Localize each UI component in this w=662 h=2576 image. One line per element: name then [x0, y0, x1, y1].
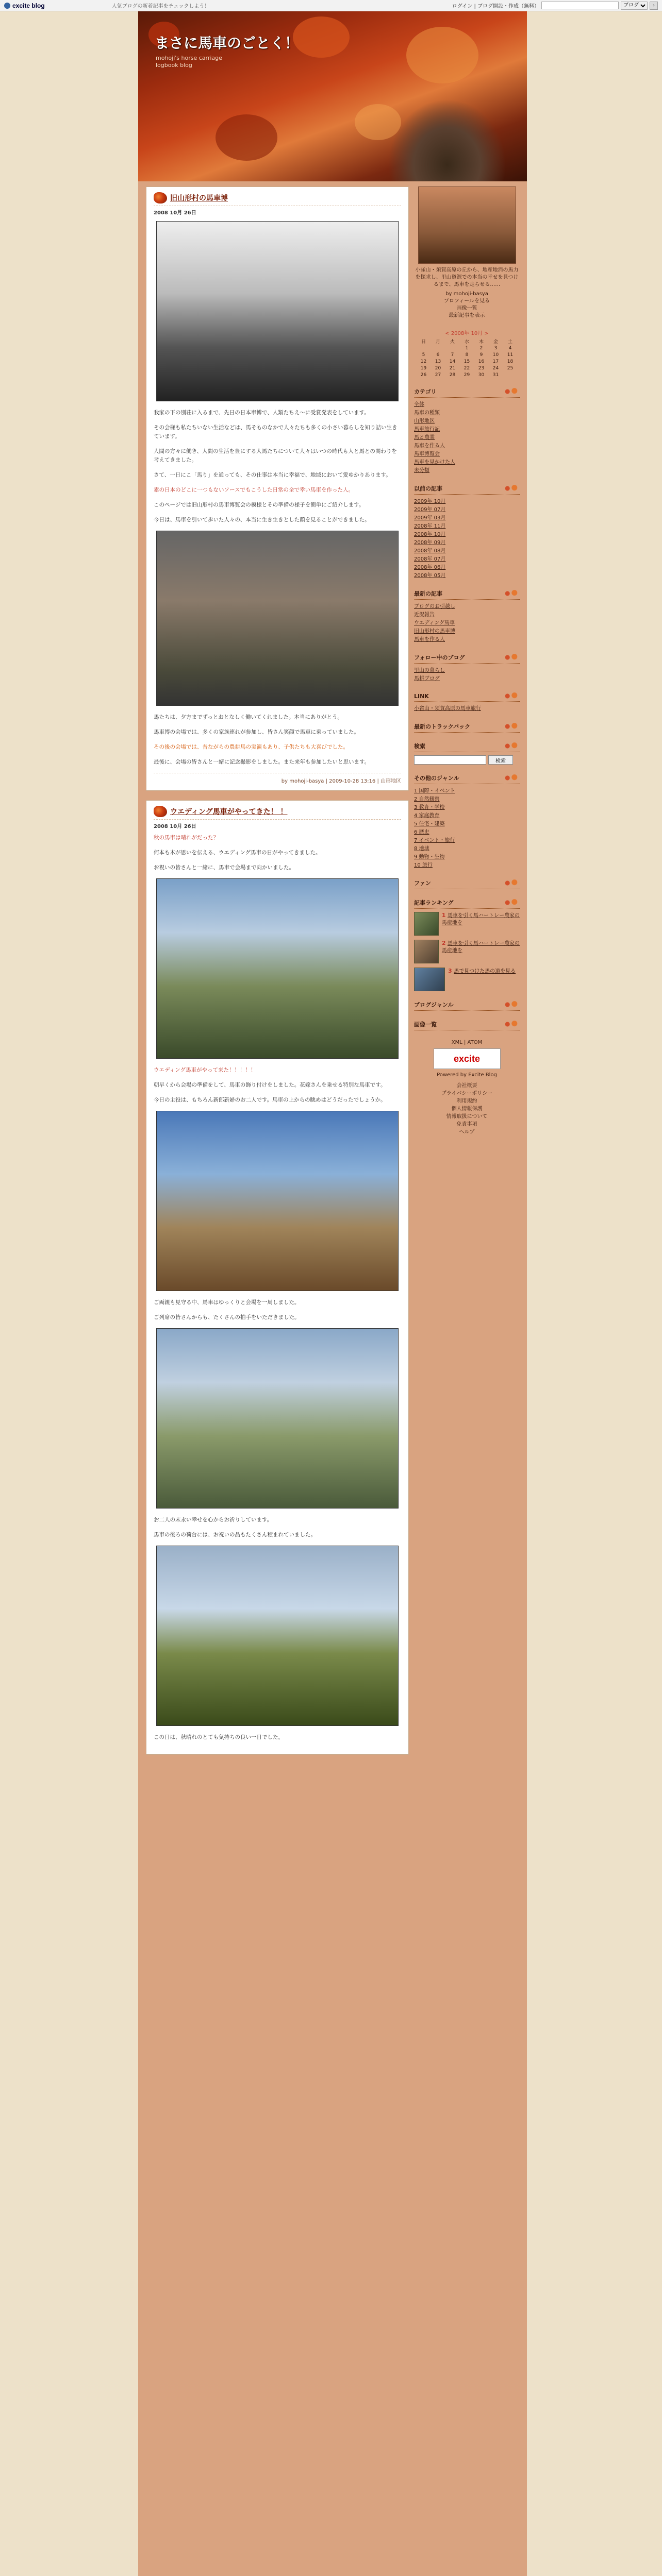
post-paragraph: 馬車の後ろの荷台には、お祝いの品もたくさん積まれていました。 [154, 1532, 316, 1538]
calendar-day[interactable]: 27 [435, 372, 441, 378]
category-item[interactable] [414, 442, 520, 450]
section-title: その他のジャンル [414, 775, 459, 782]
post-title-row [154, 806, 401, 820]
section-title: フォロー中のブログ [414, 654, 465, 661]
leaf-deco-icon [502, 590, 520, 597]
genre-item[interactable] [414, 795, 520, 804]
genre-link[interactable]: 6 歴史 [414, 829, 429, 835]
header-banner [138, 11, 527, 181]
calendar-weekday: 日 [421, 340, 426, 345]
powered-by[interactable]: Powered by Excite Blog [437, 1072, 497, 1078]
genre-item[interactable] [414, 804, 520, 812]
trackback-box [414, 722, 520, 733]
links-box [414, 692, 520, 713]
calendar-day[interactable]: 6 [436, 352, 440, 358]
genre-link[interactable]: 5 住宅・建築 [414, 821, 445, 827]
post-paragraph: この日は、秋晴れのとても気持ちの良い一日でした。 [154, 1734, 284, 1740]
footer-link[interactable]: 免責事項 [456, 1122, 477, 1127]
profile-box [414, 187, 520, 319]
post-paragraph: 朝早くから会場の準備をして、馬車の飾り付けをしました。花嫁さんを乗せる特別な馬車です。 [154, 1082, 386, 1088]
post [146, 187, 409, 791]
calendar-day[interactable]: 24 [492, 365, 499, 371]
calendar-day[interactable]: 22 [464, 365, 470, 371]
search-box [414, 742, 520, 765]
calendar-weekday: 木 [478, 340, 484, 345]
archive-link[interactable]: 2008年 06月 [414, 565, 446, 570]
section-title: 検索 [414, 743, 425, 750]
genres-box [414, 774, 520, 870]
profile-text: 小雀山・須賀高原の丘から、地産地消の馬力を探求し、里山資源での本当の幸せを見つけるまで、馬車を走らせる…… [415, 267, 519, 287]
image-list-box [414, 1020, 520, 1030]
blog-subtitle: mohoji's horse carriage logbook blog [156, 55, 222, 69]
calendar-day[interactable]: 12 [420, 359, 427, 364]
post-paragraph: 馬車博の会場では、多くの家族連れが参加し、皆さん笑顔で馬車に乗っていました。 [154, 729, 359, 735]
post-paragraph: 今日の主役は、もちろん新郎新婦のお二人です。馬車の上からの眺めはどうだったでしょうか。 [154, 1097, 386, 1103]
maple-leaf-icon [154, 806, 167, 817]
post-paragraph: 我家の下の別荘に入るまで、先日の日本車博で、人類たちえ～に受賞発表をしています。 [154, 410, 370, 416]
footer-link[interactable]: 利用規約 [456, 1098, 477, 1104]
profile-photo [418, 187, 516, 264]
post-paragraph: 最後に、会場の皆さんと一緒に記念撮影をしました。また来年も参加したいと思います。 [154, 759, 370, 765]
genre-item[interactable] [414, 820, 520, 828]
archive-link[interactable]: 2009年 07月 [414, 507, 446, 513]
category-item[interactable] [414, 417, 520, 426]
category-link[interactable]: 山形地区 [414, 418, 435, 424]
category-link[interactable]: 馬と農業 [414, 435, 435, 440]
genre-item[interactable] [414, 853, 520, 861]
ranking-number: 2 [441, 940, 446, 946]
calendar-day[interactable]: 30 [478, 372, 485, 378]
calendar-day[interactable]: 10 [492, 352, 499, 358]
leaf-deco-icon [502, 1021, 520, 1028]
archive-link[interactable]: 2008年 11月 [414, 523, 446, 529]
genre-link[interactable]: 1 国際・イベント [414, 788, 455, 794]
calendar-box [414, 329, 520, 378]
calendar-day[interactable]: 4 [508, 345, 512, 351]
photo-pony [156, 531, 399, 706]
genre-link[interactable]: 2 自然観察 [414, 796, 440, 802]
calendar-day[interactable]: 2 [479, 345, 483, 351]
post-footer[interactable]: by mohoji-basya | 2009-10-28 13:16 | 山形地区 [154, 773, 401, 784]
post-paragraph: 今日は、馬車を引いて歩いた人々の、本当に生き生きとした顔を見ることができました。 [154, 517, 370, 523]
footer-link[interactable]: ヘルプ [459, 1129, 475, 1135]
ranking-title[interactable]: 馬車を引く馬ハートレー農家の馬産地を [441, 941, 520, 954]
post-paragraph: 何本も木が思いを伝える、ウエディング馬車の日がやってきました。 [154, 850, 321, 856]
post-paragraph: 秋の馬車は晴れがだった？ [154, 835, 219, 841]
section-title: カテゴリ [414, 388, 437, 395]
post-paragraph: ご両親も見守る中、馬車はゆっくりと会場を一周しました。 [154, 1299, 300, 1306]
post-date: 2008 10月 26日 [154, 210, 196, 216]
genre-item[interactable] [414, 828, 520, 837]
post-paragraph: その会様も私たちいない生活などは、馬そものなかで人々たちも多くの小さい暮らしを知り詰い生きています。 [154, 425, 398, 439]
archive-link[interactable]: 2008年 10月 [414, 532, 446, 537]
post-paragraph: ご列席の皆さんからも、たくさんの拍手をいただきました。 [154, 1314, 300, 1320]
main-column [146, 187, 409, 1764]
leaf-deco-icon [502, 654, 520, 661]
profile-link[interactable]: 画像一覧 [456, 306, 477, 311]
archive-item[interactable] [414, 514, 520, 522]
post-paragraph: お二人の末永い幸せを心からお祈りしています。 [154, 1517, 273, 1523]
post [146, 800, 409, 1755]
archive-link[interactable]: 2009年 10月 [414, 499, 446, 504]
follow-link[interactable]: 馬耕ブログ [414, 676, 440, 682]
profile-author[interactable]: by mohoji-basya [445, 291, 488, 297]
section-title: ファン [414, 880, 431, 887]
category-item[interactable] [414, 450, 520, 459]
calendar-weekday: 金 [493, 340, 498, 345]
archive-link[interactable]: 2009年 03月 [414, 515, 446, 521]
calendar-day[interactable]: 3 [494, 345, 498, 351]
post-paragraph: さて、一日にこ「馬り」を通っても、その仕事は本当に幸福で、地域において愛ゆかりあります。 [154, 472, 391, 478]
genre-link[interactable]: 10 旅行 [414, 862, 433, 868]
calendar-weekday: 水 [464, 340, 469, 345]
calendar-day[interactable] [417, 345, 431, 351]
calendar-day[interactable]: 5 [422, 352, 425, 358]
follow-link[interactable]: 里山の暮らし [414, 668, 445, 673]
archive-item[interactable] [414, 547, 520, 555]
archive-item[interactable] [414, 555, 520, 564]
recent-link[interactable]: ウエディング馬車 [414, 620, 455, 626]
recent-link[interactable]: 近況報告 [414, 612, 435, 618]
category-link[interactable]: 全体 [414, 402, 424, 408]
top-tagline[interactable]: 人気ブログの新着記事をチェックしよう！ [111, 4, 210, 9]
profile-link[interactable]: 最新記事を表示 [449, 313, 485, 318]
calendar-day[interactable]: 29 [464, 372, 470, 378]
photo-wedding-carriage [156, 1111, 399, 1291]
blog-search-input[interactable] [414, 755, 486, 765]
photo-field [156, 878, 399, 1059]
banner-horse-image [388, 99, 506, 181]
archive-item[interactable] [414, 539, 520, 547]
sidebar [414, 187, 520, 1144]
archives-box [414, 484, 520, 580]
category-item[interactable] [414, 467, 520, 475]
calendar-day[interactable] [445, 345, 460, 351]
ranking-title[interactable]: 馬で見つけた馬の道を見る [454, 969, 516, 974]
section-title: 最新の記事 [414, 590, 442, 597]
follow-box [414, 653, 520, 683]
leaf-deco-icon [502, 879, 520, 887]
calendar-day[interactable] [431, 345, 445, 351]
calendar-day[interactable]: 19 [420, 365, 427, 371]
genre-link[interactable]: 9 動物・生物 [414, 854, 445, 860]
calendar-day[interactable]: 1 [465, 345, 469, 351]
recent-item[interactable] [414, 611, 520, 619]
genre-item[interactable] [414, 861, 520, 870]
ranking-box [414, 899, 520, 991]
ranking-thumbnail[interactable] [414, 968, 445, 991]
leaf-deco-icon [502, 485, 520, 492]
recent-item[interactable] [414, 619, 520, 628]
maple-leaf-icon [154, 192, 167, 204]
archive-link[interactable]: 2008年 05月 [414, 573, 446, 579]
leaf-decoration [406, 27, 478, 83]
genre-item[interactable] [414, 812, 520, 820]
blog-title[interactable]: まさに馬車のごとく！ [155, 35, 300, 52]
calendar-day[interactable]: 7 [451, 352, 454, 358]
excite-logo[interactable] [4, 2, 45, 9]
calendar-day[interactable]: 26 [420, 372, 427, 378]
archive-item[interactable] [414, 564, 520, 572]
calendar-day[interactable]: 21 [449, 365, 456, 371]
category-item[interactable] [414, 434, 520, 442]
post-paragraph: お祝いの皆さんと一緒に、馬車で会場まで向かいました。 [154, 865, 294, 871]
category-link[interactable]: 馬車の種類 [414, 410, 440, 416]
leaf-deco-icon [502, 742, 520, 750]
recent-box [414, 589, 520, 644]
section-title: LINK [414, 692, 429, 700]
recent-link[interactable]: ブログのお引越し [414, 604, 455, 609]
archive-link[interactable]: 2008年 07月 [414, 556, 446, 562]
calendar-weekday: 月 [435, 340, 440, 345]
calendar-day[interactable]: 11 [507, 352, 514, 358]
post-paragraph: 馬たちは、夕方までずっとおとなしく働いてくれました。本当にありがとう。 [154, 714, 343, 720]
post-paragraph: このページでは旧山形村の馬車博覧会の模様とその準備の様子を簡単にご紹介します。 [154, 502, 365, 508]
search-scope-select[interactable] [621, 2, 648, 10]
ranking-thumbnail[interactable] [414, 940, 439, 963]
category-link[interactable]: 馬車旅行記 [414, 427, 440, 432]
calendar-day[interactable]: 18 [507, 359, 514, 364]
leaf-deco-icon [502, 774, 520, 782]
genre-item[interactable] [414, 787, 520, 795]
archive-link[interactable]: 2008年 08月 [414, 548, 446, 554]
recent-link[interactable]: 旧山形村の馬車博 [414, 629, 455, 634]
page-frame [138, 11, 527, 2576]
archive-item[interactable] [414, 572, 520, 580]
genre-link[interactable]: 8 地域 [414, 846, 429, 852]
calendar-day[interactable]: 25 [507, 365, 514, 371]
section-title: ブログジャンル [414, 1002, 454, 1008]
excite-badge-icon[interactable]: excite [434, 1048, 501, 1069]
calendar [417, 338, 518, 378]
profile-link[interactable]: プロフィールを見る [444, 298, 490, 304]
category-item[interactable] [414, 409, 520, 417]
footer-link[interactable]: 会社概要 [456, 1083, 477, 1089]
leaf-deco-icon [502, 1001, 520, 1008]
ranking-title[interactable]: 馬車を引く馬ハートレー農家の馬産地を [441, 913, 520, 926]
section-title: 記事ランキング [414, 900, 454, 906]
category-link[interactable]: 馬車を作る人 [414, 443, 445, 449]
category-item[interactable] [414, 426, 520, 434]
category-link[interactable]: 未分類 [414, 468, 429, 473]
recent-link[interactable]: 馬車を作る人 [414, 637, 445, 642]
calendar-day[interactable]: 20 [435, 365, 441, 371]
calendar-day[interactable]: 15 [464, 359, 470, 364]
genre-item[interactable] [414, 837, 520, 845]
xml-atom-link[interactable]: XML | ATOM [451, 1040, 483, 1045]
leaf-deco-icon [502, 723, 520, 730]
calendar-day[interactable]: 9 [479, 352, 483, 358]
calendar-day[interactable]: 28 [449, 372, 456, 378]
top-search-input[interactable] [541, 2, 619, 9]
calendar-weekday: 土 [507, 340, 512, 345]
post-date: 2008 10月 26日 [154, 824, 196, 829]
calendar-caption[interactable]: < 2008年 10月 > [445, 331, 489, 336]
archive-link[interactable]: 2008年 09月 [414, 540, 446, 546]
genre-link[interactable]: 7 イベント・旅行 [414, 838, 455, 843]
follow-item[interactable] [414, 675, 520, 683]
calendar-day[interactable]: 13 [435, 359, 441, 364]
photo-carriage-field [156, 1328, 399, 1509]
recent-item[interactable] [414, 603, 520, 611]
ranking-number: 1 [441, 912, 446, 919]
link-item[interactable] [414, 705, 520, 713]
search-go-icon[interactable]: › [650, 2, 658, 10]
post-paragraph: 素の日本のどこに一つもないソースでもこうした日常の全で幸い馬車を作った人。 [154, 487, 354, 493]
leaf-decoration [216, 114, 277, 161]
ranking-number: 3 [448, 968, 452, 974]
leaf-deco-icon [502, 899, 520, 906]
footer-link[interactable]: 個人情報保護 [451, 1106, 483, 1112]
post-title[interactable]: 旧山形村の馬車博 [170, 194, 228, 202]
archive-item[interactable] [414, 506, 520, 514]
top-links[interactable]: ログイン | ブログ開設・作成（無料） [452, 4, 539, 9]
calendar-day[interactable]: 31 [492, 372, 499, 378]
excite-logo-icon [4, 3, 10, 9]
ranking-item[interactable] [414, 968, 520, 991]
footer-link[interactable]: 情報取扱について [446, 1114, 488, 1120]
section-title: 最新のトラックバック [414, 723, 471, 730]
section-title: 以前の記事 [414, 485, 442, 492]
blog-search-button[interactable]: 検索 [488, 755, 513, 765]
recent-item[interactable] [414, 628, 520, 636]
blog-genre-box [414, 1001, 520, 1011]
brand-name: excite blog [12, 2, 45, 9]
external-link[interactable]: 小雀山・須賀高原の馬車旅行 [414, 706, 481, 711]
footer-links-box [414, 1040, 520, 1135]
genre-item[interactable] [414, 845, 520, 853]
archive-item[interactable] [414, 522, 520, 531]
calendar-day[interactable] [503, 371, 518, 378]
photo-carriage-trees [156, 1546, 399, 1726]
category-link[interactable]: 馬車博覧会 [414, 451, 440, 457]
category-item[interactable] [414, 459, 520, 467]
ranking-item[interactable] [414, 912, 520, 936]
top-bar [0, 0, 662, 11]
genre-link[interactable]: 4 家庭教育 [414, 813, 440, 819]
section-title: 画像一覧 [414, 1021, 437, 1028]
fan-box [414, 879, 520, 889]
calendar-day[interactable]: 17 [492, 359, 499, 364]
calendar-day[interactable]: 16 [478, 359, 485, 364]
categories-box [414, 387, 520, 475]
post-paragraph: ウエディング馬車がやって来た！！！！！ [154, 1067, 256, 1073]
ranking-item[interactable] [414, 940, 520, 963]
footer-link[interactable]: プライバシーポリシー [441, 1091, 493, 1096]
recent-item[interactable] [414, 636, 520, 644]
calendar-day[interactable]: 14 [449, 359, 456, 364]
category-item[interactable] [414, 401, 520, 409]
archive-item[interactable] [414, 531, 520, 539]
post-title[interactable]: ウエディング馬車がやってきた！ ！ [170, 808, 288, 816]
calendar-day[interactable]: 8 [465, 352, 469, 358]
leaf-deco-icon [502, 692, 520, 700]
follow-item[interactable] [414, 667, 520, 675]
post-paragraph: その後の会場では、昔ながらの農耕馬の実演もあり、子供たちも大喜びでした。 [154, 744, 349, 750]
calendar-day[interactable]: 23 [478, 365, 485, 371]
post-paragraph: 人間の方々に働き、人間の生活を豊にする人馬たちについて人々はいつの時代も人と馬との関わりを考えてきました。 [154, 448, 397, 463]
ranking-thumbnail[interactable] [414, 912, 439, 936]
archive-item[interactable] [414, 498, 520, 506]
calendar-weekday: 火 [450, 340, 455, 345]
post-title-row [154, 192, 401, 206]
genre-link[interactable]: 3 教育・学校 [414, 805, 445, 810]
category-link[interactable]: 馬車を見かけた人 [414, 460, 455, 465]
leaf-deco-icon [502, 388, 520, 395]
photo-horse-carriage [156, 221, 399, 401]
leaf-decoration [293, 16, 350, 58]
